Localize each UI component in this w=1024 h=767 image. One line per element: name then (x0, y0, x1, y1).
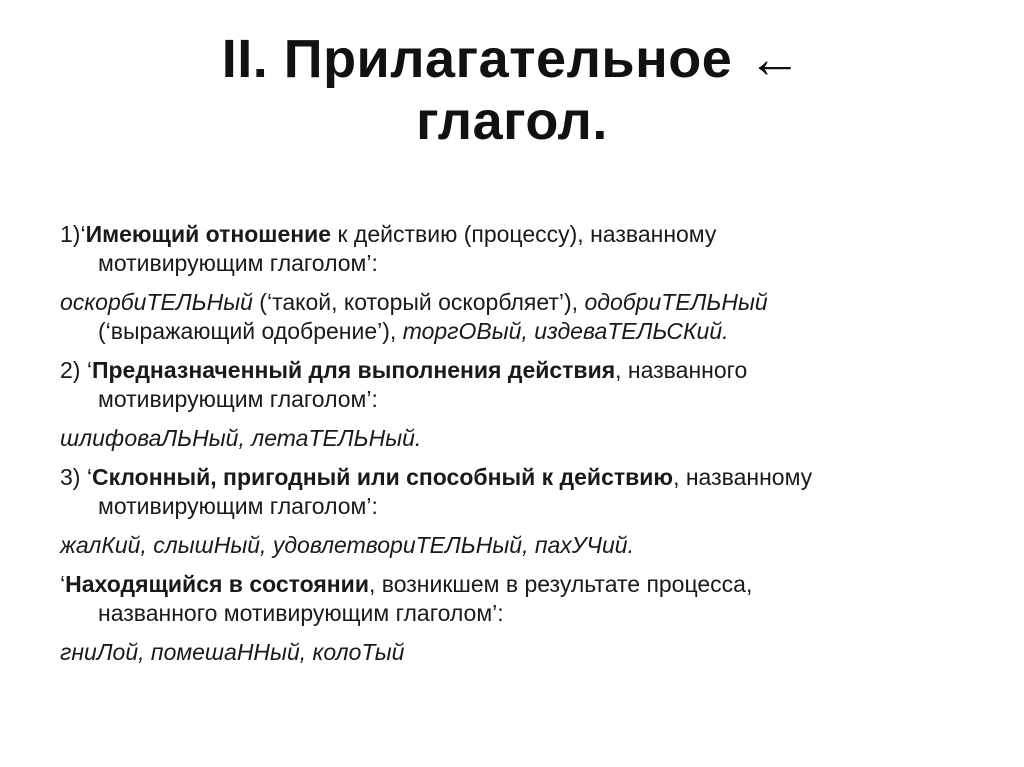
italic-example: гниЛой, помешаННый, колоТый (60, 639, 405, 665)
paragraph (60, 638, 990, 667)
text: , названному (673, 464, 813, 490)
paragraph (60, 356, 990, 414)
text: названного мотивирующим глаголом’: (98, 600, 504, 626)
text-line (60, 220, 990, 249)
text-line (60, 424, 990, 453)
text-line (60, 638, 990, 667)
paragraph (60, 531, 990, 560)
text-line (60, 385, 990, 414)
text: 1)‘ (60, 221, 86, 247)
italic-example: оскорбиТЕЛЬНый (60, 289, 253, 315)
text-line (60, 599, 990, 628)
text-line (60, 288, 990, 317)
text: мотивирующим глаголом’: (98, 386, 378, 412)
bold-text: Склонный, пригодный или способный к действию (91, 464, 674, 490)
text-line (60, 570, 990, 599)
italic-example: одобриТЕЛЬНый (584, 289, 768, 315)
text: (‘такой, который оскорбляет’), (252, 289, 585, 315)
paragraph (60, 424, 990, 453)
italic-example: жалКий, слышНый, удовлетвориТЕЛЬНый, пахУЧий. (60, 532, 634, 558)
italic-example: торгОВый, издеваТЕЛЬСКий. (402, 318, 729, 344)
text: 3) ‘ (60, 464, 92, 490)
text: 2) ‘ (60, 357, 92, 383)
bold-text: Предназначенный для выполнения действия (91, 357, 616, 383)
text-line (60, 249, 990, 278)
text-line (60, 492, 990, 521)
paragraph (60, 220, 990, 278)
slide-body (60, 220, 990, 677)
paragraph (60, 570, 990, 628)
text-line (60, 463, 990, 492)
text-line (60, 317, 990, 346)
paragraph (60, 288, 990, 346)
title-line-2: глагол. (416, 91, 608, 151)
text: , возникшем в результате процесса, (368, 571, 753, 597)
text: ‘ (60, 571, 66, 597)
bold-text: Имеющий отношение (85, 221, 332, 247)
italic-example: шлифоваЛЬНый, летаТЕЛЬНый. (60, 425, 422, 451)
paragraph (60, 463, 990, 521)
text: мотивирующим глаголом’: (98, 493, 378, 519)
text: (‘выражающий одобрение’), (98, 318, 403, 344)
text: , названного (615, 357, 748, 383)
bold-text: Находящийся в состоянии (65, 571, 369, 597)
text-line (60, 356, 990, 385)
text-line (60, 531, 990, 560)
text: к действию (процессу), названному (331, 221, 717, 247)
title-line-1: II. Прилагательное ← (221, 29, 803, 89)
text: мотивирующим глаголом’: (98, 250, 378, 276)
slide-title (0, 28, 1024, 152)
